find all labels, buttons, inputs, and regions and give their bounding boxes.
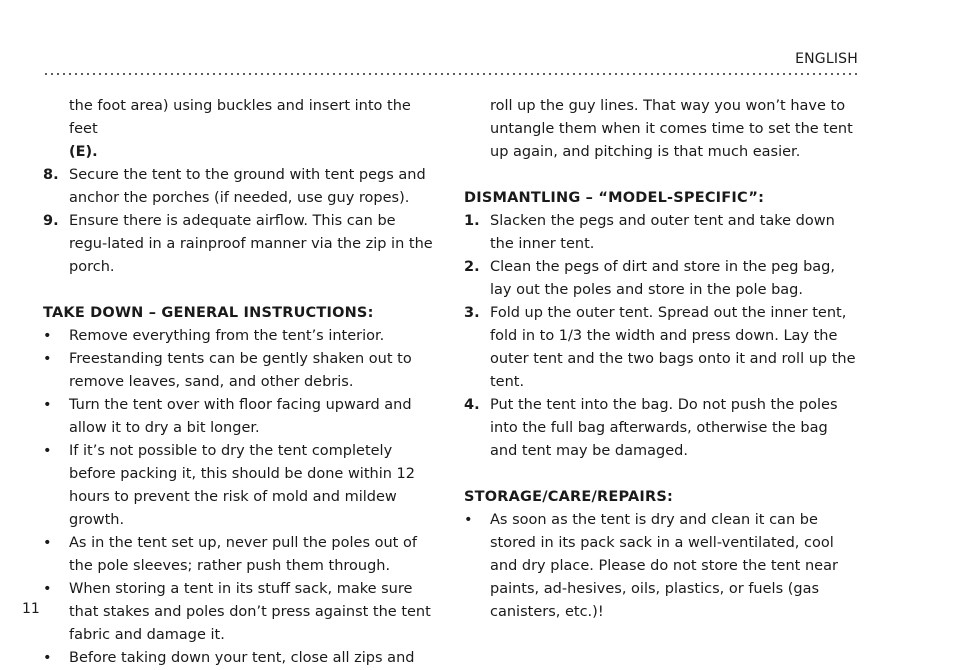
numbered-step [464,210,859,256]
bullet-item [43,325,438,348]
bullet-icon: • [43,650,52,666]
bullet-text: Freestanding tents can be gently shaken out to remove leaves, sand, and other debris. [69,351,412,390]
step-number: 8. [43,167,59,183]
continued-text-line: the foot area) using buckles and insert into the feet [69,98,411,137]
numbered-step [464,394,859,463]
bullet-item [43,647,438,670]
step-number: 2. [464,259,480,275]
step-number: 9. [43,213,59,229]
bullet-icon: • [43,535,52,551]
bullet-text: As soon as the tent is dry and clean it can be stored in its pack sack in a well-ventilated, cool and dry place. Please do not store the tent near paints, ad-hesives, oils, plastics, or fuels (gas canisters, etc.)! [490,512,838,620]
numbered-step [43,210,438,279]
page-number: 11 [22,601,40,617]
bullet-text: As in the tent set up, never pull the poles out of the pole sleeves; rather push them through. [69,535,417,574]
language-label: ENGLISH [795,51,858,67]
step-text: Secure the tent to the ground with tent pegs and anchor the porches (if needed, use guy ropes). [69,167,426,206]
bullet-text: If it’s not possible to dry the tent completely before packing it, this should be done within 12 hours to prevent the risk of mold and mildew growth. [69,443,415,528]
bullet-item [43,578,438,647]
step-text: Put the tent into the bag. Do not push the poles into the full bag afterwards, otherwise the bag and tent may be damaged. [490,397,838,459]
bullet-text: Turn the tent over with floor facing upward and allow it to dry a bit longer. [69,397,412,436]
bullet-text: Before taking down your tent, close all zips and [69,650,415,666]
left-column [43,95,438,670]
continued-paragraph: roll up the guy lines. That way you won’t have to untangle them when it comes time to set the tent up again, and pitching is that much easier. [490,98,853,160]
step-text: Fold up the outer tent. Spread out the inner tent, fold in to 1/3 the width and press down. Lay the outer tent and the two bags onto it and roll up the tent. [490,305,856,390]
continued-text-line-bold: (E). [69,144,98,160]
bullet-icon: • [43,351,52,367]
step-number: 4. [464,397,480,413]
step-text: Slacken the pegs and outer tent and take down the inner tent. [490,213,835,252]
bullet-item [464,509,859,624]
bullet-item [43,440,438,532]
step-text: Clean the pegs of dirt and store in the peg bag, lay out the poles and store in the pole bag. [490,259,835,298]
step-number: 1. [464,213,480,229]
step-text: Ensure there is adequate airflow. This can be regu-lated in a rainproof manner via the zip in the porch. [69,213,433,275]
bullet-item [43,394,438,440]
bullet-text: Remove everything from the tent’s interior. [69,328,385,344]
numbered-step [43,164,438,210]
section-heading: STORAGE/CARE/REPAIRS: [464,489,673,505]
bullet-text: When storing a tent in its stuff sack, make sure that stakes and poles don’t press against the tent fabric and damage it. [69,581,431,643]
bullet-icon: • [464,512,473,528]
step-number: 3. [464,305,480,321]
bullet-item [43,348,438,394]
bullet-item [43,532,438,578]
numbered-step [464,302,859,394]
section-heading: TAKE DOWN – GENERAL INSTRUCTIONS: [43,305,374,321]
right-column [464,95,859,624]
bullet-icon: • [43,581,52,597]
bullet-icon: • [43,443,52,459]
bullet-icon: • [43,328,52,344]
numbered-step [464,256,859,302]
dotted-divider [43,73,858,75]
bullet-icon: • [43,397,52,413]
section-heading: DISMANTLING – “MODEL-SPECIFIC”: [464,190,765,206]
